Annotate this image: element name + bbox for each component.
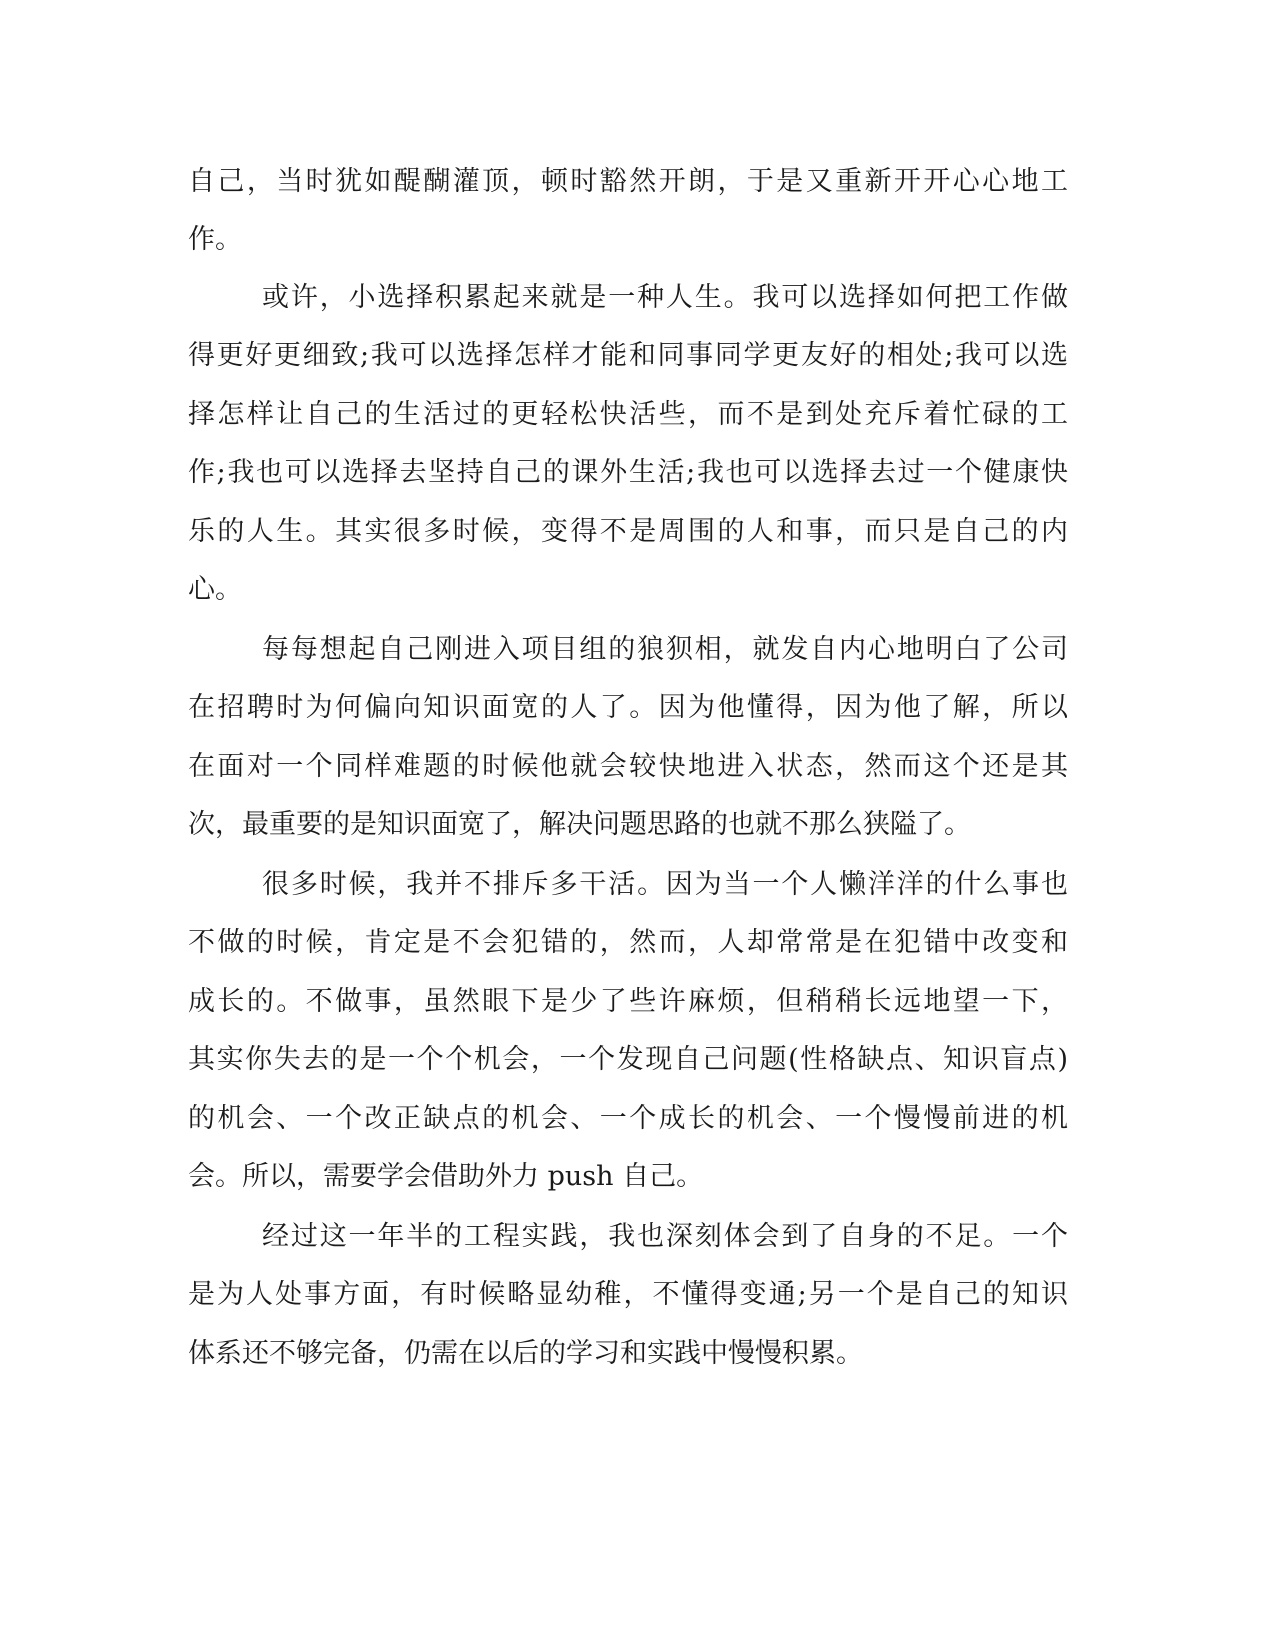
text-line: 会。所以，需要学会借助外力 push 自己。 <box>188 1161 704 1192</box>
text-line: 其实你失去的是一个个机会，一个发现自己问题(性格缺点、知识盲点) <box>188 1044 1068 1075</box>
paragraph-first-line: 每每想起自己刚进入项目组的狼狈相，就发自内心地明白了公司 <box>262 634 1068 665</box>
text-line: 自己，当时犹如醍醐灌顶，顿时豁然开朗，于是又重新开开心心地工 <box>188 166 1068 197</box>
text-line: 次，最重要的是知识面宽了，解决问题思路的也就不那么狭隘了。 <box>188 809 971 840</box>
text-line: 作。 <box>188 224 242 255</box>
text-line: 心。 <box>188 574 242 605</box>
text-line: 体系还不够完备，仍需在以后的学习和实践中慢慢积累。 <box>188 1338 863 1369</box>
paragraph-first-line: 或许，小选择积累起来就是一种人生。我可以选择如何把工作做 <box>262 282 1068 313</box>
text-line: 得更好更细致;我可以选择怎样才能和同事同学更友好的相处;我可以选 <box>188 340 1068 371</box>
text-line: 是为人处事方面，有时候略显幼稚，不懂得变通;另一个是自己的知识 <box>188 1279 1068 1310</box>
text-line: 在面对一个同样难题的时候他就会较快地进入状态，然而这个还是其 <box>188 751 1068 782</box>
text-line: 乐的人生。其实很多时候，变得不是周围的人和事，而只是自己的内 <box>188 516 1068 547</box>
text-line: 在招聘时为何偏向知识面宽的人了。因为他懂得，因为他了解，所以 <box>188 692 1068 723</box>
text-line: 的机会、一个改正缺点的机会、一个成长的机会、一个慢慢前进的机 <box>188 1103 1068 1134</box>
text-line: 成长的。不做事，虽然眼下是少了些许麻烦，但稍稍长远地望一下， <box>188 986 1068 1017</box>
text-line: 择怎样让自己的生活过的更轻松快活些，而不是到处充斥着忙碌的工 <box>188 399 1068 430</box>
paragraph-first-line: 经过这一年半的工程实践，我也深刻体会到了自身的不足。一个 <box>262 1221 1068 1252</box>
paragraph-first-line: 很多时候，我并不排斥多干活。因为当一个人懒洋洋的什么事也 <box>262 869 1068 900</box>
text-line: 不做的时候，肯定是不会犯错的，然而，人却常常是在犯错中改变和 <box>188 927 1068 958</box>
text-line: 作;我也可以选择去坚持自己的课外生活;我也可以选择去过一个健康快 <box>188 457 1068 488</box>
